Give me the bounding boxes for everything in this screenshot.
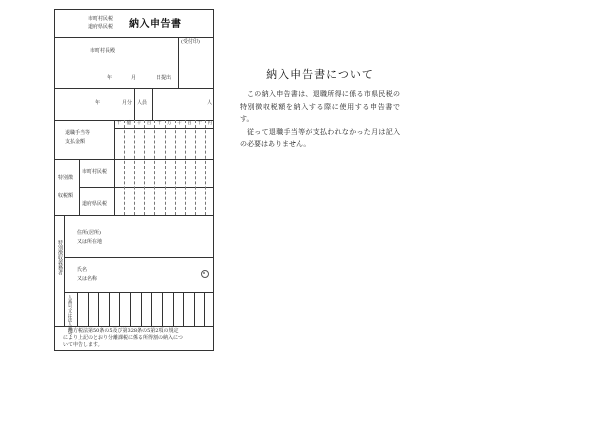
digit-header: 百 (187, 121, 192, 126)
digit-column-divider (154, 120, 155, 215)
tax-line-prefectural: 道府県民税 (88, 24, 114, 30)
digit-header: 十 (156, 121, 162, 126)
digit-header: 千 (177, 121, 182, 126)
period-year-label: 年 (95, 100, 101, 106)
period-month-label: 月分 (122, 100, 133, 106)
corp-number-cell-divider (173, 292, 174, 326)
notice-paragraph-2: 従って退職手当等が支払われなかった月は記入の必要はありません。 (240, 127, 400, 148)
date-day-label: 日提出 (156, 75, 172, 81)
persons-label: 人員 (137, 100, 148, 106)
date-year-label: 年 (107, 75, 113, 81)
notice-title: 納入申告書について (266, 68, 374, 81)
seal-icon (201, 270, 209, 278)
digit-column-divider (195, 120, 196, 215)
notice-section (240, 66, 400, 151)
corp-number-cell-divider (141, 292, 142, 326)
corp-number-cell-divider (119, 292, 120, 326)
corp-number-cell-divider (88, 292, 89, 326)
digit-column-divider (144, 120, 145, 215)
digit-column-divider (124, 120, 125, 215)
obligor-label: 特別徴収義務者 (57, 240, 63, 275)
corp-number-cell-divider (183, 292, 184, 326)
name-label-line1: 氏名 (77, 267, 88, 273)
digit-header: 千 (136, 121, 142, 126)
corp-number-cell-divider (98, 292, 99, 326)
amount-label-line1: 退職手当等 (65, 130, 91, 136)
municipal-tax-row-label: 市町村民税 (82, 169, 108, 175)
digit-column-divider (185, 120, 186, 215)
digit-header: 百 (146, 121, 152, 126)
address-label-line2: 又は所在地 (77, 239, 103, 245)
corp-number-cell-divider (130, 292, 131, 326)
digit-column-divider (175, 120, 176, 215)
digit-header: 十 (116, 121, 122, 126)
digit-column-divider (134, 120, 135, 215)
prefectural-tax-row-label: 道府県民税 (82, 201, 108, 207)
special-tax-label-line1: 特別徴 (58, 175, 74, 181)
footer-line3: いて申告します。 (63, 342, 103, 348)
corp-number-cell-divider (151, 292, 152, 326)
digit-column-divider (165, 120, 166, 215)
corp-number-cell-divider (162, 292, 163, 326)
digit-header: 億 (126, 121, 132, 126)
corp-number-cell-divider (109, 292, 110, 326)
footer-line1: 地方税法第50条の5及び第328条の5第2項の規定 (68, 328, 179, 334)
receipt-stamp-label: (受付印) (181, 39, 200, 45)
form-title: 納入申告書 (129, 19, 182, 30)
corp-number-cell-divider (204, 292, 205, 326)
persons-unit: 人 (207, 100, 213, 106)
tax-return-form (54, 9, 214, 351)
digit-header: 十 (197, 121, 202, 126)
digit-header: 円 (207, 121, 212, 126)
corp-number-label: 人番号又は法人番号 (67, 295, 72, 336)
amount-label-line2: 支払金額 (65, 139, 86, 145)
digit-header: 万 (167, 121, 172, 126)
tax-line-municipal: 市町村民税 (88, 16, 114, 22)
date-month-label: 月 (131, 75, 137, 81)
corp-number-cell-divider (194, 292, 195, 326)
notice-paragraph-1: この納入申告書は、退職所得に係る市県民税の特別徴収税額を納入する際に使用する申告書です。 (240, 90, 400, 123)
name-label-line2: 又は名称 (77, 276, 98, 282)
mayor-label: 市町村長殿 (90, 48, 116, 54)
digit-column-divider (205, 120, 206, 215)
footer-line2: により上記のとおり分離課税に係る所得割の納入につ (63, 335, 183, 341)
address-label-line1: 住所(居所) (77, 230, 101, 236)
special-tax-label-line2: 収税額 (58, 193, 74, 199)
